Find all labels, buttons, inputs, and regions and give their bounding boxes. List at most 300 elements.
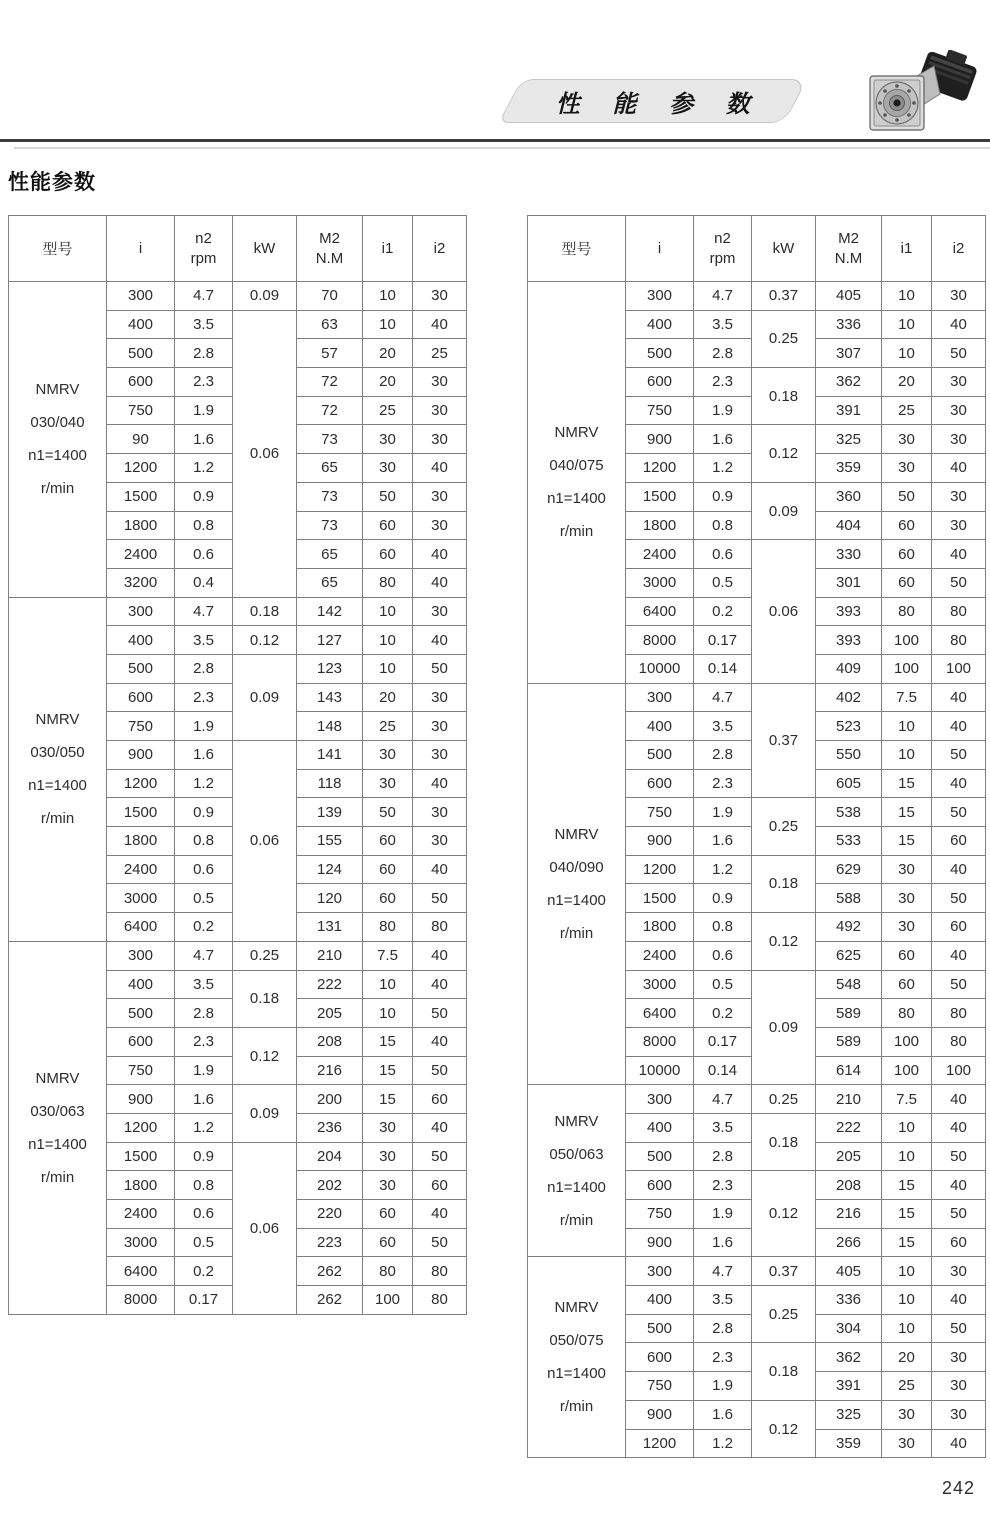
n2-cell: 0.5 [175, 1228, 233, 1257]
n2-cell: 0.5 [694, 970, 752, 999]
m2-cell: 73 [297, 511, 363, 540]
i2-cell: 40 [932, 540, 986, 569]
m2-cell: 362 [816, 368, 882, 397]
i2-cell: 30 [932, 482, 986, 511]
i1-cell: 7.5 [363, 941, 413, 970]
i-cell: 8000 [626, 1027, 694, 1056]
i-cell: 2400 [626, 540, 694, 569]
i2-cell: 25 [413, 339, 467, 368]
i2-cell: 80 [932, 999, 986, 1028]
n2-cell: 3.5 [175, 310, 233, 339]
m2-cell: 588 [816, 884, 882, 913]
i2-cell: 40 [413, 568, 467, 597]
i1-cell: 60 [363, 827, 413, 856]
i-cell: 300 [107, 597, 175, 626]
header-m2-line2: N.M [834, 249, 863, 267]
i1-cell: 30 [363, 454, 413, 483]
model-line: NMRV [35, 1069, 80, 1087]
i-cell: 600 [626, 368, 694, 397]
i1-cell: 30 [882, 425, 932, 454]
m2-cell: 360 [816, 482, 882, 511]
m2-cell: 216 [297, 1056, 363, 1085]
m2-cell: 330 [816, 540, 882, 569]
i2-cell: 60 [413, 1171, 467, 1200]
header-m2-line1: M2 [838, 229, 859, 247]
i2-cell: 40 [932, 1286, 986, 1315]
n2-cell: 1.6 [694, 425, 752, 454]
header-model: 型号 [528, 216, 626, 282]
i-cell: 750 [626, 396, 694, 425]
i2-cell: 30 [932, 282, 986, 311]
i1-cell: 10 [882, 712, 932, 741]
model-line: n1=1400 [547, 490, 606, 508]
n2-cell: 3.5 [694, 1286, 752, 1315]
i-cell: 900 [626, 425, 694, 454]
i-cell: 1500 [626, 884, 694, 913]
model-line: r/min [40, 480, 75, 498]
m2-cell: 262 [297, 1286, 363, 1315]
kw-cell: 0.37 [752, 282, 816, 311]
m2-cell: 304 [816, 1314, 882, 1343]
kw-cell: 0.06 [233, 1142, 297, 1314]
i2-cell: 40 [932, 941, 986, 970]
model-line: 030/040 [30, 414, 85, 432]
kw-cell: 0.18 [233, 970, 297, 1027]
kw-cell: 0.09 [752, 482, 816, 539]
i-cell: 900 [626, 1400, 694, 1429]
i2-cell: 50 [413, 1142, 467, 1171]
i-cell: 2400 [107, 1200, 175, 1229]
i1-cell: 60 [882, 941, 932, 970]
i2-cell: 50 [932, 884, 986, 913]
header-n2 [694, 216, 752, 282]
i1-cell: 100 [363, 1286, 413, 1315]
i-cell: 1200 [107, 454, 175, 483]
header-n2-line2: rpm [709, 249, 736, 267]
m2-cell: 336 [816, 310, 882, 339]
performance-table-right [527, 215, 986, 1458]
i1-cell: 30 [882, 1429, 932, 1458]
i2-cell: 50 [932, 568, 986, 597]
i2-cell: 60 [932, 827, 986, 856]
header-row [9, 216, 467, 282]
i1-cell: 25 [363, 396, 413, 425]
i1-cell: 10 [363, 999, 413, 1028]
i-cell: 3000 [107, 1228, 175, 1257]
n2-cell: 1.6 [694, 1400, 752, 1429]
n2-cell: 0.5 [175, 884, 233, 913]
kw-cell: 0.06 [233, 310, 297, 597]
i1-cell: 100 [882, 1056, 932, 1085]
kw-cell: 0.12 [233, 1027, 297, 1084]
i2-cell: 40 [932, 454, 986, 483]
header-n2-line2: rpm [190, 249, 217, 267]
i1-cell: 60 [363, 511, 413, 540]
i1-cell: 80 [363, 1257, 413, 1286]
n2-cell: 1.6 [694, 827, 752, 856]
i-cell: 10000 [626, 654, 694, 683]
i2-cell: 30 [413, 396, 467, 425]
i2-cell: 30 [413, 282, 467, 311]
i2-cell: 60 [932, 1228, 986, 1257]
n2-cell: 1.9 [694, 798, 752, 827]
i1-cell: 15 [882, 769, 932, 798]
i1-cell: 10 [363, 626, 413, 655]
m2-cell: 123 [297, 654, 363, 683]
m2-cell: 73 [297, 482, 363, 511]
i-cell: 1800 [107, 1171, 175, 1200]
i2-cell: 30 [932, 368, 986, 397]
i-cell: 6400 [626, 999, 694, 1028]
n2-cell: 0.14 [694, 654, 752, 683]
header-m2 [816, 216, 882, 282]
i-cell: 1500 [107, 798, 175, 827]
i-cell: 900 [626, 827, 694, 856]
i1-cell: 60 [363, 1228, 413, 1257]
m2-cell: 359 [816, 454, 882, 483]
i-cell: 750 [626, 798, 694, 827]
n2-cell: 0.17 [694, 1027, 752, 1056]
i2-cell: 80 [413, 1257, 467, 1286]
i2-cell: 40 [932, 855, 986, 884]
model-line: 030/050 [30, 744, 85, 762]
kw-cell: 0.25 [752, 1286, 816, 1343]
m2-cell: 216 [816, 1200, 882, 1229]
model-line: 040/075 [549, 457, 604, 475]
model-line: n1=1400 [547, 891, 606, 909]
n2-cell: 3.5 [694, 712, 752, 741]
header-n2-line1: n2 [714, 229, 731, 247]
i1-cell: 30 [363, 1171, 413, 1200]
i-cell: 2400 [107, 855, 175, 884]
m2-cell: 210 [297, 941, 363, 970]
n2-cell: 1.2 [175, 1113, 233, 1142]
kw-cell: 0.25 [752, 798, 816, 855]
n2-cell: 2.3 [694, 769, 752, 798]
m2-cell: 538 [816, 798, 882, 827]
kw-cell: 0.25 [752, 1085, 816, 1114]
i-cell: 400 [626, 1286, 694, 1315]
header-model: 型号 [9, 216, 107, 282]
i1-cell: 30 [882, 855, 932, 884]
n2-cell: 3.5 [694, 310, 752, 339]
i1-cell: 20 [363, 339, 413, 368]
i2-cell: 100 [932, 1056, 986, 1085]
n2-cell: 2.3 [694, 1171, 752, 1200]
model-line: n1=1400 [547, 1178, 606, 1196]
i1-cell: 30 [363, 1142, 413, 1171]
i1-cell: 10 [882, 1314, 932, 1343]
i2-cell: 40 [413, 310, 467, 339]
model-line: 030/063 [30, 1102, 85, 1120]
i1-cell: 10 [363, 310, 413, 339]
i2-cell: 30 [413, 482, 467, 511]
model-cell [528, 1257, 626, 1458]
performance-table-left [8, 215, 467, 1315]
model-line: NMRV [554, 1299, 599, 1317]
m2-cell: 325 [816, 425, 882, 454]
i1-cell: 80 [882, 999, 932, 1028]
i2-cell: 30 [932, 1257, 986, 1286]
model-line: r/min [559, 924, 594, 942]
kw-cell: 0.25 [752, 310, 816, 367]
i2-cell: 50 [932, 339, 986, 368]
header-divider-dark [0, 139, 990, 142]
n2-cell: 0.8 [694, 913, 752, 942]
m2-cell: 222 [816, 1113, 882, 1142]
i-cell: 1800 [107, 827, 175, 856]
n2-cell: 4.7 [694, 1257, 752, 1286]
i1-cell: 15 [882, 798, 932, 827]
i2-cell: 50 [413, 884, 467, 913]
header-m2-line2: N.M [315, 249, 344, 267]
kw-cell: 0.12 [233, 626, 297, 655]
model-cell [528, 1085, 626, 1257]
kw-cell: 0.25 [233, 941, 297, 970]
n2-cell: 4.7 [175, 597, 233, 626]
i1-cell: 25 [882, 1372, 932, 1401]
i2-cell: 40 [932, 683, 986, 712]
i-cell: 300 [626, 683, 694, 712]
m2-cell: 359 [816, 1429, 882, 1458]
header-m2 [297, 216, 363, 282]
i-cell: 300 [107, 941, 175, 970]
section-title: 性能参数 [8, 171, 96, 194]
i-cell: 1800 [107, 511, 175, 540]
i-cell: 750 [107, 1056, 175, 1085]
i2-cell: 40 [413, 855, 467, 884]
i-cell: 1200 [626, 855, 694, 884]
n2-cell: 0.2 [175, 1257, 233, 1286]
m2-cell: 409 [816, 654, 882, 683]
i1-cell: 60 [882, 511, 932, 540]
i-cell: 400 [626, 310, 694, 339]
m2-cell: 391 [816, 396, 882, 425]
m2-cell: 202 [297, 1171, 363, 1200]
i2-cell: 30 [932, 1372, 986, 1401]
m2-cell: 391 [816, 1372, 882, 1401]
n2-cell: 1.6 [175, 741, 233, 770]
m2-cell: 120 [297, 884, 363, 913]
model-line: NMRV [554, 825, 599, 843]
model-line: n1=1400 [547, 1365, 606, 1383]
n2-cell: 2.8 [175, 339, 233, 368]
model-line: r/min [559, 1211, 594, 1229]
n2-cell: 0.8 [175, 511, 233, 540]
i-cell: 400 [626, 712, 694, 741]
model-line: 050/063 [549, 1145, 604, 1163]
m2-cell: 73 [297, 425, 363, 454]
i1-cell: 50 [363, 798, 413, 827]
i-cell: 1800 [626, 511, 694, 540]
i2-cell: 40 [932, 1085, 986, 1114]
i1-cell: 50 [882, 482, 932, 511]
m2-cell: 236 [297, 1113, 363, 1142]
n2-cell: 2.8 [694, 1142, 752, 1171]
model-line: NMRV [35, 711, 80, 729]
m2-cell: 205 [297, 999, 363, 1028]
m2-cell: 205 [816, 1142, 882, 1171]
i1-cell: 60 [363, 884, 413, 913]
n2-cell: 1.2 [694, 855, 752, 884]
model-line: n1=1400 [28, 447, 87, 465]
i-cell: 750 [107, 396, 175, 425]
i1-cell: 60 [363, 1200, 413, 1229]
i2-cell: 50 [932, 1142, 986, 1171]
i2-cell: 40 [932, 1113, 986, 1142]
header-divider-light [14, 147, 990, 149]
i1-cell: 10 [363, 970, 413, 999]
i2-cell: 40 [413, 454, 467, 483]
m2-cell: 336 [816, 1286, 882, 1315]
i2-cell: 50 [413, 654, 467, 683]
i-cell: 750 [107, 712, 175, 741]
i1-cell: 50 [363, 482, 413, 511]
n2-cell: 4.7 [694, 1085, 752, 1114]
i-cell: 1200 [626, 454, 694, 483]
i2-cell: 40 [413, 970, 467, 999]
n2-cell: 0.8 [694, 511, 752, 540]
i1-cell: 10 [363, 282, 413, 311]
i2-cell: 40 [413, 769, 467, 798]
i-cell: 500 [626, 339, 694, 368]
i2-cell: 40 [932, 310, 986, 339]
i1-cell: 80 [882, 597, 932, 626]
m2-cell: 141 [297, 741, 363, 770]
i2-cell: 40 [413, 1200, 467, 1229]
kw-cell: 0.09 [233, 1085, 297, 1142]
i1-cell: 10 [882, 1113, 932, 1142]
i1-cell: 30 [882, 884, 932, 913]
m2-cell: 605 [816, 769, 882, 798]
kw-cell: 0.12 [752, 1400, 816, 1457]
m2-cell: 548 [816, 970, 882, 999]
n2-cell: 0.6 [175, 855, 233, 884]
n2-cell: 2.8 [175, 654, 233, 683]
m2-cell: 118 [297, 769, 363, 798]
n2-cell: 1.2 [694, 454, 752, 483]
model-cell [528, 683, 626, 1085]
i-cell: 600 [626, 769, 694, 798]
gear-motor-photo [860, 50, 980, 140]
m2-cell: 523 [816, 712, 882, 741]
i-cell: 900 [626, 1228, 694, 1257]
table-row [528, 683, 986, 712]
n2-cell: 1.6 [694, 1228, 752, 1257]
i1-cell: 100 [882, 654, 932, 683]
n2-cell: 2.8 [175, 999, 233, 1028]
i-cell: 500 [626, 741, 694, 770]
i2-cell: 30 [413, 368, 467, 397]
i-cell: 3000 [626, 970, 694, 999]
i1-cell: 30 [882, 1400, 932, 1429]
i-cell: 6400 [107, 913, 175, 942]
m2-cell: 65 [297, 568, 363, 597]
i1-cell: 15 [363, 1085, 413, 1114]
n2-cell: 2.3 [175, 683, 233, 712]
table-row [9, 941, 467, 970]
i1-cell: 15 [363, 1027, 413, 1056]
header-kw: kW [233, 216, 297, 282]
m2-cell: 142 [297, 597, 363, 626]
i2-cell: 80 [413, 1286, 467, 1315]
i2-cell: 40 [413, 941, 467, 970]
n2-cell: 3.5 [694, 1113, 752, 1142]
header-n2-line1: n2 [195, 229, 212, 247]
i2-cell: 50 [413, 1056, 467, 1085]
m2-cell: 70 [297, 282, 363, 311]
i-cell: 750 [626, 1200, 694, 1229]
table-row [9, 597, 467, 626]
m2-cell: 589 [816, 999, 882, 1028]
i2-cell: 100 [932, 654, 986, 683]
i1-cell: 15 [882, 827, 932, 856]
n2-cell: 0.9 [175, 1142, 233, 1171]
i2-cell: 50 [932, 1314, 986, 1343]
m2-cell: 200 [297, 1085, 363, 1114]
i-cell: 1800 [626, 913, 694, 942]
i1-cell: 80 [363, 568, 413, 597]
i-cell: 300 [626, 282, 694, 311]
i-cell: 600 [626, 1343, 694, 1372]
i2-cell: 30 [413, 827, 467, 856]
n2-cell: 3.5 [175, 626, 233, 655]
i2-cell: 40 [932, 769, 986, 798]
n2-cell: 2.3 [175, 368, 233, 397]
i1-cell: 15 [882, 1200, 932, 1229]
table-row [528, 1085, 986, 1114]
kw-cell: 0.09 [752, 970, 816, 1085]
m2-cell: 402 [816, 683, 882, 712]
i2-cell: 60 [413, 1085, 467, 1114]
kw-cell: 0.18 [752, 1343, 816, 1400]
i1-cell: 10 [882, 1257, 932, 1286]
i1-cell: 7.5 [882, 683, 932, 712]
kw-cell: 0.12 [752, 425, 816, 482]
m2-cell: 124 [297, 855, 363, 884]
i-cell: 3200 [107, 568, 175, 597]
i2-cell: 30 [932, 425, 986, 454]
i1-cell: 10 [882, 310, 932, 339]
n2-cell: 1.9 [694, 1372, 752, 1401]
i2-cell: 40 [413, 626, 467, 655]
i2-cell: 60 [932, 913, 986, 942]
n2-cell: 0.14 [694, 1056, 752, 1085]
i1-cell: 25 [882, 396, 932, 425]
n2-cell: 2.8 [694, 339, 752, 368]
model-line: NMRV [35, 381, 80, 399]
i2-cell: 40 [413, 1113, 467, 1142]
i1-cell: 30 [882, 454, 932, 483]
header-i: i [107, 216, 175, 282]
n2-cell: 3.5 [175, 970, 233, 999]
m2-cell: 404 [816, 511, 882, 540]
i2-cell: 30 [413, 597, 467, 626]
header-i2: i2 [413, 216, 467, 282]
i1-cell: 25 [363, 712, 413, 741]
i1-cell: 10 [882, 741, 932, 770]
i2-cell: 40 [932, 1429, 986, 1458]
kw-cell: 0.18 [752, 368, 816, 425]
m2-cell: 589 [816, 1027, 882, 1056]
i2-cell: 30 [413, 425, 467, 454]
kw-cell: 0.18 [752, 1113, 816, 1170]
n2-cell: 0.2 [175, 913, 233, 942]
n2-cell: 0.6 [175, 1200, 233, 1229]
i2-cell: 50 [413, 999, 467, 1028]
kw-cell: 0.12 [752, 913, 816, 970]
n2-cell: 1.6 [175, 425, 233, 454]
